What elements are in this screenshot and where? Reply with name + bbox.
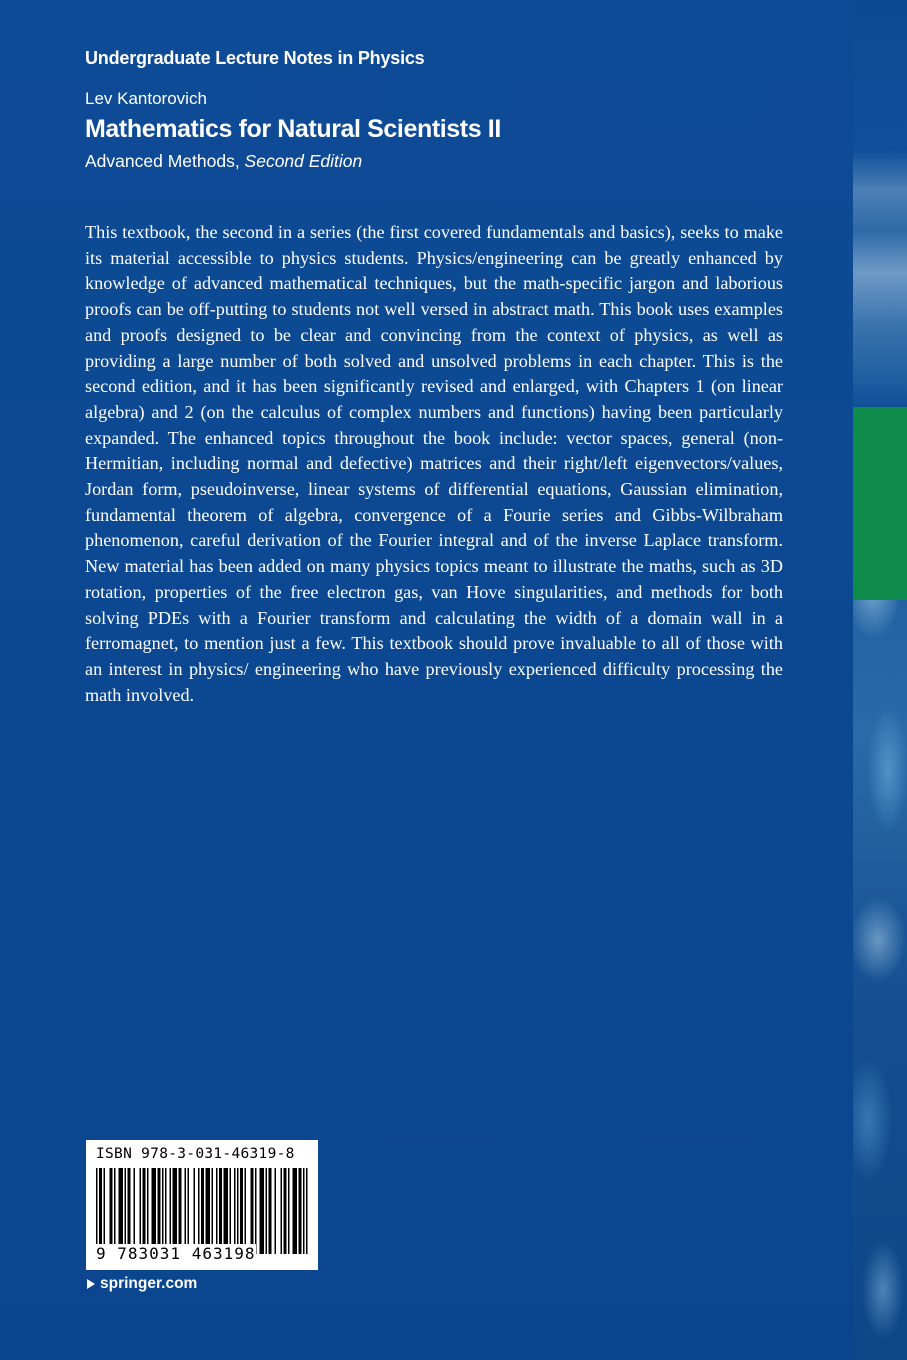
barcode-bar (201, 1168, 204, 1254)
barcode-bar (158, 1168, 161, 1254)
barcode-bar (125, 1168, 127, 1254)
barcode-digits: 9 783031 463198 (96, 1244, 256, 1263)
barcode-bar (147, 1168, 149, 1254)
barcode-bar (110, 1168, 113, 1254)
barcode-bar (219, 1168, 222, 1254)
barcode-bar (134, 1168, 136, 1254)
barcode-bar (281, 1168, 283, 1254)
barcode-bar (212, 1168, 214, 1254)
barcode-bar (230, 1168, 232, 1254)
barcode-bar (152, 1168, 157, 1254)
barcode-bar (234, 1168, 236, 1254)
arrow-right-icon (86, 1278, 96, 1290)
barcode-bar (260, 1168, 265, 1254)
springer-green-band (853, 407, 907, 600)
barcode-bar (96, 1168, 98, 1254)
barcode-bar (284, 1168, 287, 1254)
barcode-bar (165, 1168, 167, 1254)
book-subtitle (85, 151, 362, 172)
barcode-bar (216, 1168, 218, 1254)
barcode-bar (99, 1168, 102, 1254)
barcode-bar (104, 1168, 106, 1254)
book-title: Mathematics for Natural Scientists II (85, 115, 501, 143)
barcode-bar (275, 1168, 277, 1254)
barcode-bar (143, 1168, 146, 1254)
barcode-bar (245, 1168, 247, 1254)
barcode-bar (306, 1168, 308, 1254)
barcode-bar (269, 1168, 272, 1254)
barcode-bar (206, 1168, 211, 1254)
barcode-bar (194, 1168, 196, 1254)
isbn-barcode (86, 1140, 318, 1270)
barcode-bar (198, 1168, 200, 1254)
book-description: This textbook, the second in a series (the first covered fundamentals and basics), seeks to make its material accessible to physics students. Physics/engineering can be greatly enhanced by knowledge of advanced mathematical techniques, but the math-specific jargon and laborious proofs can be off-putting to students not well versed in abstract math. This book uses examples and proofs designed to be clear and convincing from the context of physics, as well as providing a large number of both solved and unsolved problems in each chapter. This is the second edition, and it has been significantly revised and enlarged, with Chapters 1 (on linear algebra) and 2 (on the calculus of complex numbers and functions) having been particularly expanded. The enhanced topics throughout the book include: vector spaces, general (non-Hermitian, including normal and defective) matrices and their right/left eigenvectors/values, Jordan form, pseudoinverse, linear systems of differential equations, Gaussian elimination, fundamental theorem of algebra, convergence of a Fourie series and Gibbs-Wilbraham phenomenon, careful derivation of the Fourier integral and of the inverse Laplace transform. New material has been added on many physics topics meant to illustrate the maths, such as 3D rotation, properties of the free electron gas, van Hove singularities, and methods for both solving PDEs with a Fourier transform and calculating the width of a domain wall in a ferromagnet, to mention just a few. This textbook should prove invaluable to all of those with an interest in physics/ engineering who have previously experienced difficulty processing the math involved. (85, 222, 783, 705)
barcode-bar (288, 1168, 290, 1254)
barcode-bar (237, 1168, 239, 1254)
barcode-bar (140, 1168, 142, 1254)
barcode-bar (179, 1168, 182, 1254)
barcode-bar (255, 1168, 257, 1254)
barcode-bar (162, 1168, 164, 1254)
series-name: Undergraduate Lecture Notes in Physics (85, 48, 425, 68)
edition-label: Second Edition (244, 151, 363, 171)
barcode-bar (299, 1168, 302, 1254)
barcode-bar (240, 1168, 243, 1254)
barcode-bar (119, 1168, 124, 1254)
barcode-bar (185, 1168, 187, 1254)
author-name: Lev Kantorovich (85, 89, 207, 108)
cover-photo-texture (853, 470, 907, 1360)
barcode-bar (293, 1168, 298, 1254)
barcode-bar (224, 1168, 229, 1254)
barcode-bar (128, 1168, 131, 1254)
publisher-link[interactable] (86, 1275, 197, 1293)
barcode-bar (303, 1168, 305, 1254)
isbn-label: ISBN 978-3-031-46319-8 (96, 1146, 295, 1162)
barcode-bars (96, 1168, 308, 1254)
subtitle-main: Advanced Methods, (85, 151, 245, 171)
barcode-bar (173, 1168, 178, 1254)
publisher-site: springer.com (100, 1275, 198, 1292)
barcode-bar (114, 1168, 116, 1254)
barcode-bar (188, 1168, 190, 1254)
barcode-bar (170, 1168, 172, 1254)
barcode-bar (266, 1168, 268, 1254)
cover-photo-edge (853, 0, 907, 1360)
barcode-bar (251, 1168, 254, 1254)
